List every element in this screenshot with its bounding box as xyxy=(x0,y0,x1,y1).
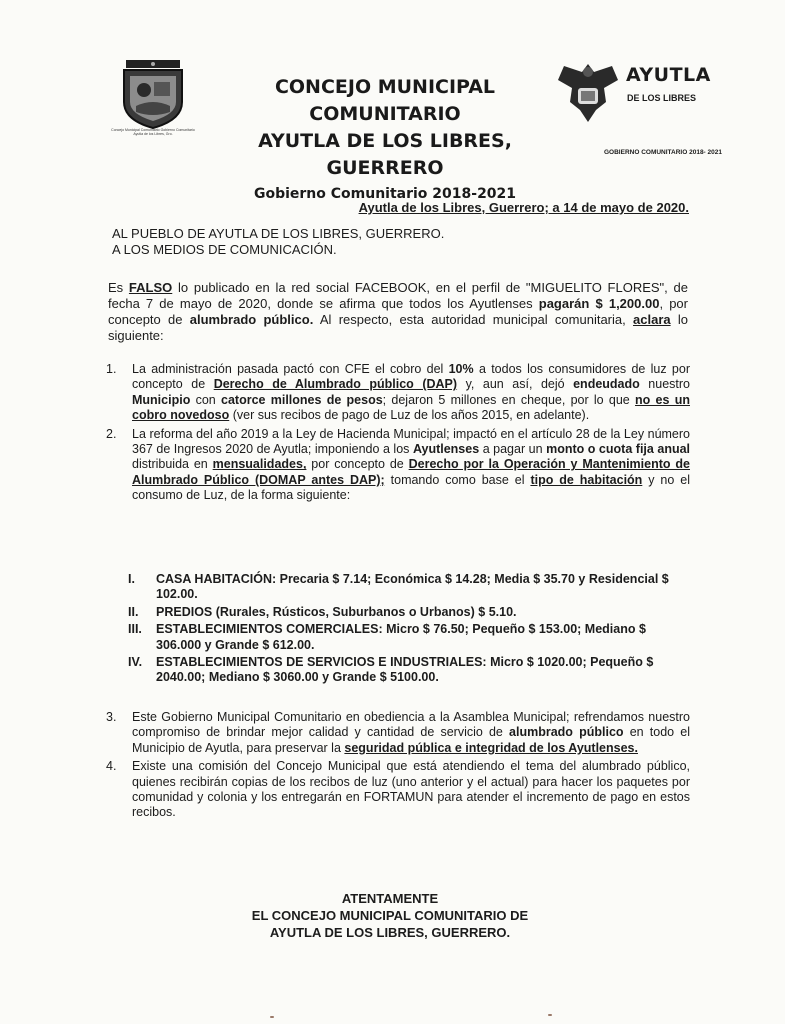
item-bold: endeudado xyxy=(573,377,640,392)
item-bold: Municipio xyxy=(132,392,191,407)
list-item xyxy=(104,759,690,821)
signature-line-1: ATENTAMENTE xyxy=(341,891,439,906)
list-item xyxy=(104,362,690,424)
item-text: y, aun así, dejó xyxy=(457,377,574,392)
title-line-2: COMUNITARIO xyxy=(309,103,461,125)
tariff-item xyxy=(128,622,688,653)
intro-text: , por concepto de xyxy=(108,296,688,327)
tariff-text: PREDIOS (Rurales, Rústicos, Suburbanos o Urbanos) $ 5.10. xyxy=(156,604,517,619)
intro-text: Es xyxy=(108,280,129,295)
item-number: 4. xyxy=(106,759,117,774)
item-text: La reforma del año 2019 a la Ley de Hacienda Municipal; impactó en el artículo 28 de la Ley número 367 de Ingresos 2020 de Ayutla; imponiendo a los xyxy=(132,426,690,457)
municipal-crest-logo xyxy=(118,56,188,130)
falso-word: FALSO xyxy=(128,280,173,295)
signature-line-3: AYUTLA DE LOS LIBRES, GUERRERO. xyxy=(269,925,511,940)
logo-gob-label: GOBIERNO COMUNITARIO 2018- 2021 xyxy=(604,149,722,156)
tariff-number: II. xyxy=(128,604,139,619)
tariff-number: IV. xyxy=(128,655,143,670)
addressee-line-2: A LOS MEDIOS DE COMUNICACIÓN. xyxy=(112,242,337,257)
item-text: a todos los consumidores de luz por concepto de xyxy=(132,362,690,392)
letterhead-title xyxy=(200,74,570,204)
tariff-number: I. xyxy=(128,572,135,586)
item-text: Existe una comisión del Concejo Municipal que está atendiendo el tema del alumbrado público, quienes recibirán copias de los recibos de luz (uno anterior y el actual) para hacer los paquetes por comunidad y colonia y los entregarán en FORTAMUN para atender el incremento de pago en estos recibos. xyxy=(132,759,690,820)
item-underlined: no es un cobro novedoso xyxy=(132,392,690,423)
tariff-text: ESTABLECIMIENTOS COMERCIALES: Micro $ 76.50; Pequeño $ 153.00; Mediano $ 306.000 y Grande $ 612.00. xyxy=(156,622,646,652)
list-item xyxy=(104,427,690,504)
item-underlined: Derecho de Alumbrado público (DAP) xyxy=(213,377,458,392)
intro-text: lo publicado en la red social FACEBOOK, en el perfil de "MIGUELITO FLORES", de fecha 7 de mayo de 2020, donde se afirma que todos los Ayutlenses xyxy=(108,280,688,311)
amount-claim: pagarán $ 1,200.00 xyxy=(538,296,660,311)
title-subtitle: Gobierno Comunitario 2018-2021 xyxy=(253,186,517,202)
title-line-3: AYUTLA DE LOS LIBRES, GUERRERO xyxy=(258,130,512,179)
item-text: distribuida en xyxy=(132,457,213,472)
crest-caption: Concejo Municipal Comunitario Gobierno Comunitario Ayutla de los Libres, Gro. xyxy=(111,128,195,136)
item-text: con xyxy=(190,392,221,407)
title-line-1: CONCEJO MUNICIPAL xyxy=(274,76,496,98)
logo-subtitle: DE LOS LIBRES xyxy=(627,93,697,103)
scan-speck xyxy=(548,1014,552,1016)
item-underlined: mensualidades, xyxy=(212,457,307,472)
tariff-item xyxy=(128,655,688,686)
item-number: 3. xyxy=(106,710,117,724)
aclara-word: aclara xyxy=(633,312,671,327)
list-item xyxy=(104,710,690,756)
item-text: nuestro xyxy=(639,377,690,392)
item-text: ; dejaron 5 millones en cheque, por lo que xyxy=(382,392,636,407)
item-text: en todo el Municipio de Ayutla, para preservar la xyxy=(132,725,690,755)
document-date: Ayutla de los Libres, Guerrero; a 14 de mayo de 2020. xyxy=(358,200,689,215)
item-text: La administración pasada pactó con CFE el cobro del xyxy=(132,362,449,376)
signature-line-2: EL CONCEJO MUNICIPAL COMUNITARIO DE xyxy=(251,908,529,923)
intro-text: Al respecto, esta autoridad municipal comunitaria, xyxy=(313,312,634,327)
item-number: 1. xyxy=(106,362,117,376)
item-bold: 10% xyxy=(448,362,474,376)
points-list-a xyxy=(104,362,690,504)
item-text: por concepto de xyxy=(306,457,409,472)
scan-speck xyxy=(270,1016,274,1018)
alumbrado-bold: alumbrado público. xyxy=(189,312,314,327)
tariff-text: ESTABLECIMIENTOS DE SERVICIOS E INDUSTRIALES: Micro $ 1020.00; Pequeño $ 2040.00; Mediano $ 3060.00 y Grande $ 5100.00. xyxy=(156,655,654,685)
eagle-logo xyxy=(556,58,620,126)
tariff-list xyxy=(128,572,688,688)
item-bold: Ayutlenses xyxy=(412,442,480,457)
item-text: Este Gobierno Municipal Comunitario en obediencia a la Asamblea Municipal; refrendamos nuestro compromiso de brindar mejor calidad y cantidad de servicio de xyxy=(132,710,690,740)
tariff-number: III. xyxy=(128,622,142,637)
intro-text: lo siguiente: xyxy=(108,312,688,343)
item-bold: monto o cuota fija anual xyxy=(546,442,691,457)
addressee-line-1: AL PUEBLO DE AYUTLA DE LOS LIBRES, GUERRERO. xyxy=(112,226,445,241)
tariff-item xyxy=(128,605,688,620)
logo-title: AYUTLA xyxy=(626,64,711,86)
addressee xyxy=(112,226,444,258)
item-text: a pagar un xyxy=(479,442,547,457)
signature-block xyxy=(160,890,620,941)
item-bold: catorce millones de pesos xyxy=(221,392,383,407)
item-underlined: Derecho por la Operación y Mantenimiento de Alumbrado Público (DOMAP antes DAP); xyxy=(132,457,690,487)
item-underlined: seguridad pública e integridad de los Ayutlenses. xyxy=(344,740,638,755)
item-text: (ver sus recibos de pago de Luz de los años 2015, en adelante). xyxy=(229,408,590,423)
item-bold: alumbrado público xyxy=(509,725,624,740)
item-underlined: tipo de habitación xyxy=(530,472,643,487)
tariff-text: CASA HABITACIÓN: Precaria $ 7.14; Económica $ 14.28; Media $ 35.70 y Residencial $ 102.00. xyxy=(156,572,669,602)
item-text: y no el consumo de Luz, de la forma siguiente: xyxy=(132,472,691,503)
item-text: tomando como base el xyxy=(384,472,531,487)
item-number: 2. xyxy=(106,426,117,441)
intro-paragraph xyxy=(108,280,688,344)
tariff-item xyxy=(128,572,688,603)
points-list-b xyxy=(104,710,690,821)
